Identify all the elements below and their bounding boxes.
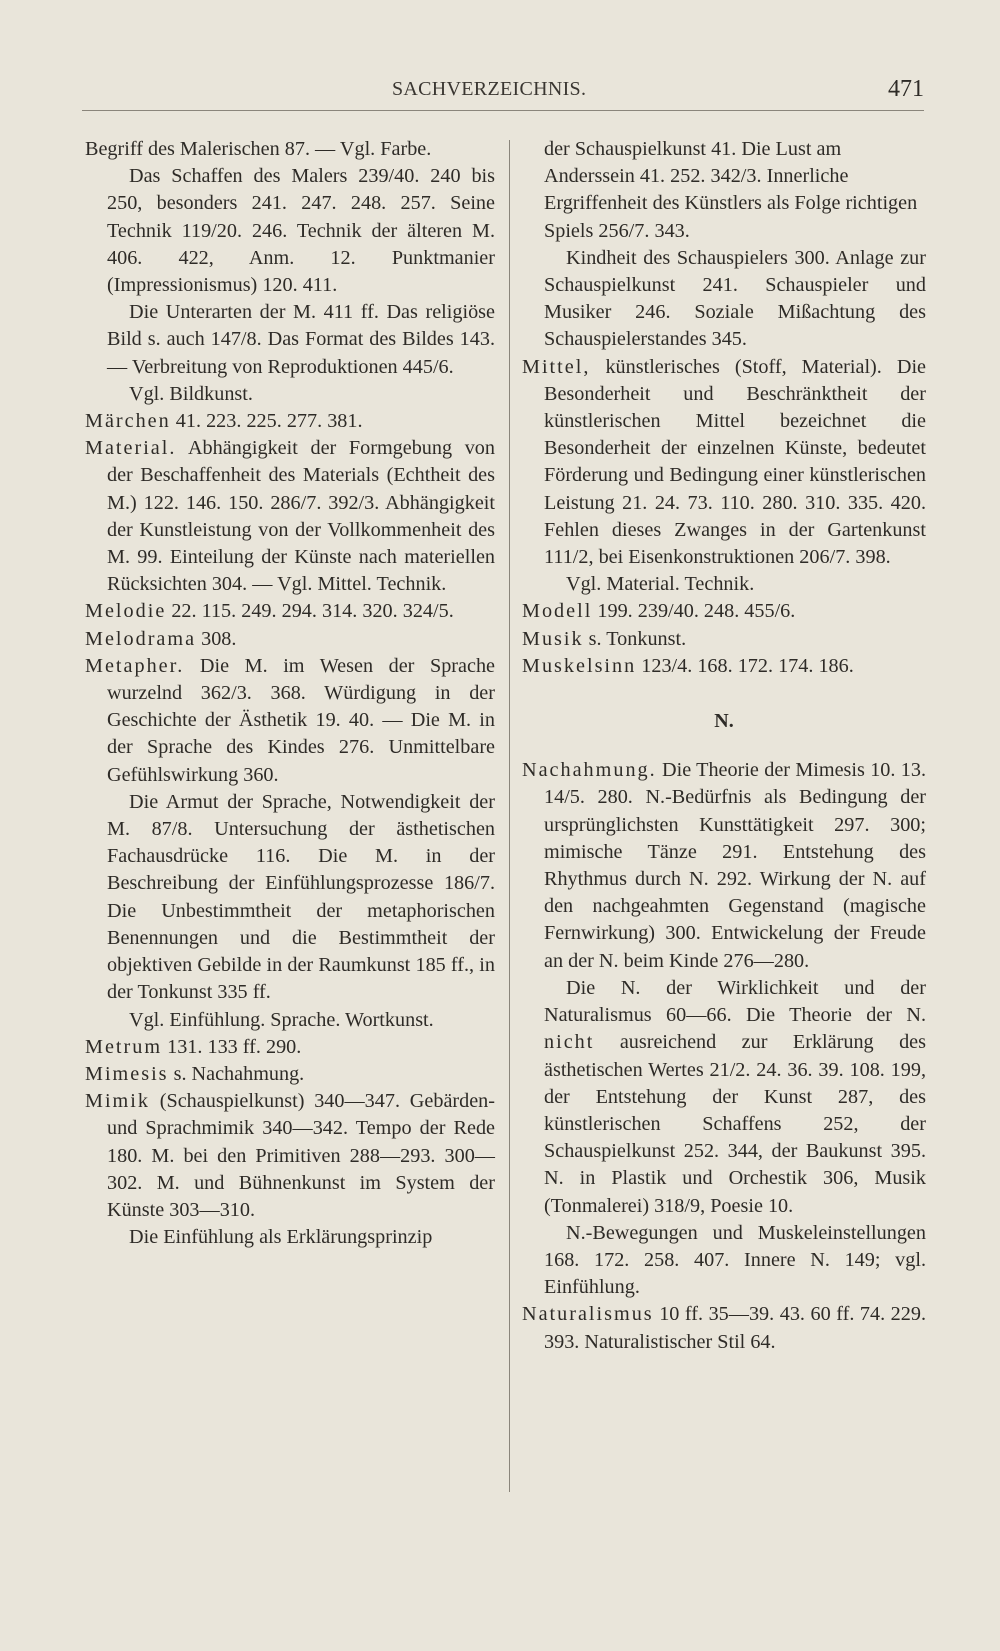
index-entry-naturalismus <box>522 1301 926 1355</box>
entry-text: Die Theorie der Mimesis 10. 13. 14/5. 280. N.-Bedürfnis als Bedingung der ursprünglichsten Kunsttätigkeit 297. 300; mimische Tänze 291. Entstehung des Rhythmus durch N. 292. Wirkung der N. auf den nachgeahmten Gegenstand (magische Fernwirkung) 300. Entwickelung der Freude an der N. beim Kinde 276—280. <box>544 759 926 972</box>
index-entry-mimesis <box>85 1061 495 1088</box>
entry-text: Abhängigkeit der Formgebung von der Beschaffenheit des Materials (Echtheit des M.) 122. 146. 150. 286/7. 392/3. Abhängigkeit der Kunstleistung von der Vollkommenheit des M. 99. Einteilung der Künste nach materiellen Rücksichten 304. — Vgl. Mittel. Technik. <box>107 437 495 596</box>
headword: Mimik <box>85 1090 150 1113</box>
index-entry-muskelsinn <box>522 653 926 680</box>
page-number: 471 <box>888 76 924 102</box>
index-subentry-vgl-bildkunst: Vgl. Bildkunst. <box>129 382 253 405</box>
entry-text: s. Tonkunst. <box>588 627 687 650</box>
index-entry-nachahmung <box>522 757 926 975</box>
entry-text: (Schauspielkunst) 340—347. Gebärden- und Sprachmimik 340—342. Tempo der Rede 180. M. bei den Primitiven 288—293. 300—302. M. und Bühnenkunst im System der Künste 303—310. <box>107 1090 495 1221</box>
index-subentry-wirklichkeit <box>522 975 926 1220</box>
entry-text: ausreichend zur Erklärung des ästhetischen Wertes 21/2. 24. 36. 39. 108. 199, der Entstehung der Kunst 287, des künstlerischen Schaffens 252, der Schauspielkunst 252. 344, der Baukunst 395. N. in Plastik und Orchestik 306, Musik (Tonmalerei) 318/9, Poesie 10. <box>544 1031 926 1217</box>
headword: Material. <box>85 437 177 460</box>
headword: Mittel, <box>522 355 591 378</box>
index-entry-malerei-begriff: Begriff des Malerischen 87. — Vgl. Farbe. <box>85 138 432 160</box>
entry-text: 131. 133 ff. 290. <box>167 1035 302 1058</box>
index-entry-mimik <box>85 1088 495 1224</box>
entry-text: 308. <box>201 627 237 650</box>
index-subentry-vgl-einfuehlung: Vgl. Einfühlung. Sprache. Wortkunst. <box>129 1008 434 1031</box>
headword: Metrum <box>85 1035 163 1058</box>
headword: Muskelsinn <box>522 654 637 677</box>
entry-text: 22. 115. 249. 294. 314. 320. 324/5. <box>171 600 454 623</box>
headword: Nachahmung. <box>522 759 657 782</box>
emphasis-nicht: nicht <box>544 1031 595 1054</box>
headword: Mimesis <box>85 1062 169 1085</box>
index-subentry-armut: Die Armut der Sprache, Notwendigkeit der M. 87/8. Untersuchung der ästhetischen Fachausdrücke 116. Die M. in der Beschreibung der Einfühlungsprozesse 186/7. Die Unbestimmtheit der metaphorischen Benennungen und die Bestimmtheit der objektiven Gebilde in der Raumkunst 185 ff., in der Tonkunst 335 ff. <box>107 790 495 1004</box>
entry-text: künstlerisches (Stoff, Material). Die Besonderheit und Beschränktheit der künstlerischen Mittel bezeichnet die Besonderheit der einzelnen Künste, bedeutet Förderung und Bedingung einer künstlerischen Leistung 21. 24. 73. 110. 280. 310. 335. 420. Fehlen dieses Zwanges in der Gartenkunst 111/2, bei Eisenkonstruktionen 206/7. 398. <box>544 355 927 569</box>
headword: Modell <box>522 600 593 623</box>
index-entry-maerchen <box>85 408 495 435</box>
index-subentry-schaffen: Das Schaffen des Malers 239/40. 240 bis 250, besonders 241. 247. 248. 257. Seine Technik 119/20. 246. Technik der älteren M. 406. 422, Anm. 12. Punktmanier (Impressionismus) 120. 411. <box>107 165 495 297</box>
index-entry-musik <box>522 626 926 653</box>
left-column <box>85 136 495 1251</box>
headword: Naturalismus <box>522 1303 654 1326</box>
index-entry-melodrama <box>85 626 495 653</box>
headword: Melodrama <box>85 627 197 650</box>
entry-text: s. Nachahmung. <box>173 1062 305 1085</box>
index-subentry-unterarten: Die Unterarten der M. 411 ff. Das religiöse Bild s. auch 147/8. Das Format des Bildes 143. — Verbreitung von Reproduktionen 445/6. <box>107 301 495 378</box>
entry-text: Die M. im Wesen der Sprache wurzelnd 362/3. 368. Würdigung in der Geschichte der Ästhetik 19. 40. — Die M. in der Sprache des Kindes 276. Unmittelbare Gefühlswirkung 360. <box>107 654 495 786</box>
column-divider <box>509 140 510 1492</box>
index-entry-mittel <box>522 354 926 572</box>
index-subentry-kindheit: Kindheit des Schauspielers 300. Anlage zur Schauspielkunst 241. Schauspieler und Musiker 246. Soziale Mißachtung des Schauspielerstandes 345. <box>544 246 926 351</box>
entry-text: 41. 223. 225. 277. 381. <box>175 410 363 433</box>
right-column <box>522 136 926 1356</box>
headword: Märchen <box>85 410 171 433</box>
headword: Melodie <box>85 600 167 623</box>
index-entry-metapher <box>85 653 495 789</box>
running-head-title: SACHVERZEICHNIS. <box>392 78 587 100</box>
index-entry-material <box>85 435 495 598</box>
headword: Musik <box>522 627 584 650</box>
index-subentry-vgl-material: Vgl. Material. Technik. <box>566 573 755 596</box>
index-subentry-bewegungen: N.-Bewegungen und Muskeleinstellungen 168. 172. 258. 407. Innere N. 149; vgl. Einfühlung. <box>544 1221 926 1299</box>
entry-text: 10 ff. 35—39. 43. 60 ff. 74. 229. 393. Naturalistischer Stil 64. <box>544 1303 926 1353</box>
section-letter-n: N. <box>714 710 734 733</box>
index-continuation-schauspielkunst: der Schauspielkunst 41. Die Lust am Anderssein 41. 252. 342/3. Innerliche Ergriffenheit des Künstlers als Folge richtigen Spiels 256/7. 343. <box>544 138 918 242</box>
entry-text: 199. 239/40. 248. 455/6. <box>597 600 796 623</box>
entry-text: Die N. der Wirklichkeit und der Naturalismus 60—66. Die Theorie der N. <box>544 976 926 1027</box>
index-entry-metrum <box>85 1034 495 1061</box>
running-head <box>0 78 1000 108</box>
entry-text: 123/4. 168. 172. 174. 186. <box>641 654 854 677</box>
index-entry-modell <box>522 598 926 625</box>
headword: Metapher. <box>85 654 185 677</box>
index-entry-melodie <box>85 598 495 625</box>
index-subentry-einfuehlung-erklaerung: Die Einfühlung als Erklärungsprinzip <box>129 1226 433 1249</box>
header-rule <box>82 110 924 111</box>
